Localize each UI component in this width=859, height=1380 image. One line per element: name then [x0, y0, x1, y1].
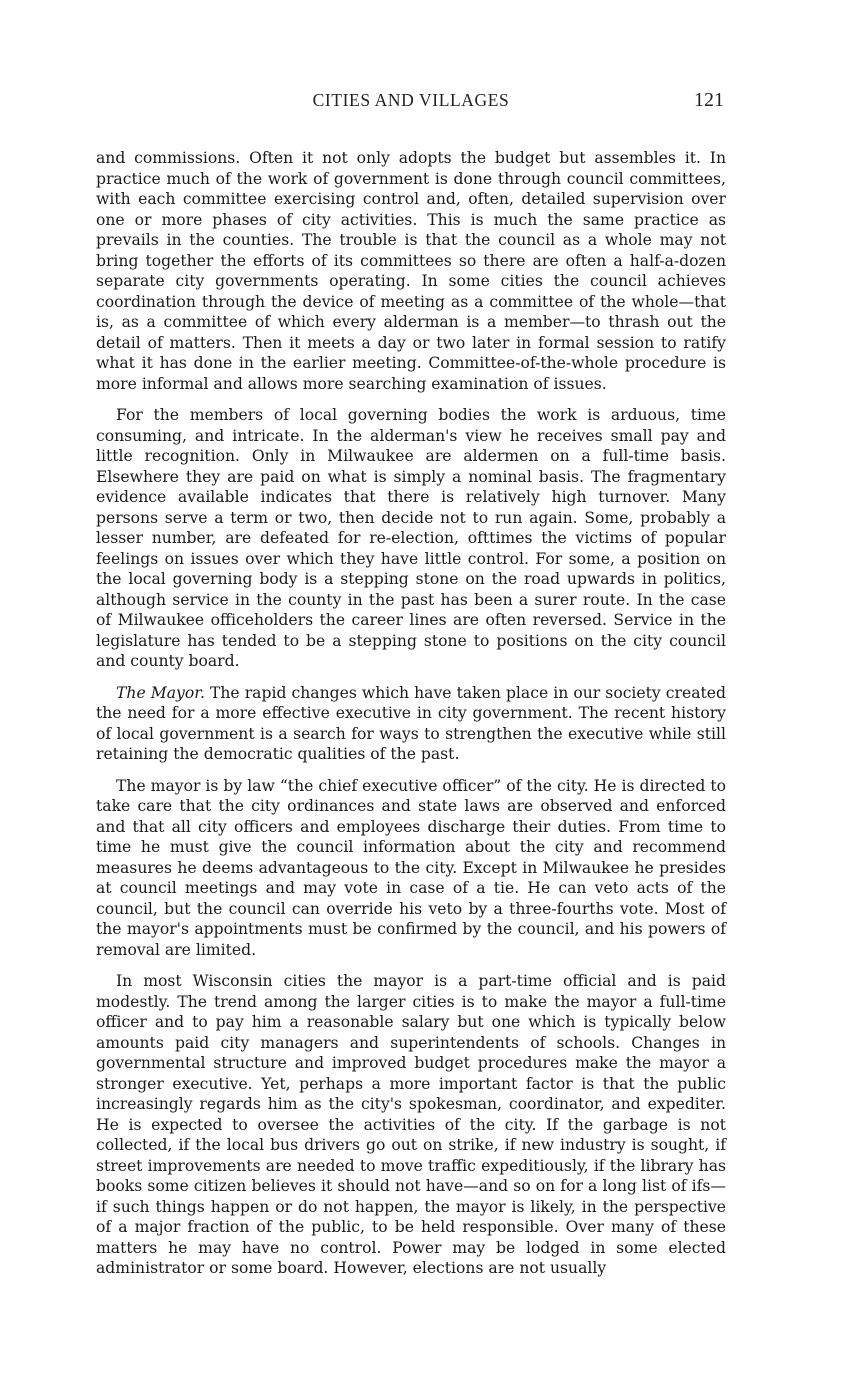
running-head — [96, 90, 726, 116]
paragraph-committees: and commissions. Often it not only adopts the budget but assembles it. In practice much of the work of government is done through council committees, with each committee exercising control and, often, detailed supervision over one or more phases of city activities. This is much the same practice as prevails in the counties. The trouble is that the council as a whole may not bring together the efforts of its committees so there are often a half-a-dozen separate city governments operating. In some cities the council achieves coordination through the device of meeting as a committee of the whole—that is, as a committee of which every alderman is a member—to thrash out the detail of matters. Then it meets a day or two later in formal session to ratify what it has done in the earlier meeting. Committee-of-the-whole procedure is more informal and allows more searching examination of issues. — [96, 149, 726, 393]
paragraph-governing-bodies: For the members of local governing bodies the work is arduous, time consuming, and intricate. In the alderman's view he receives small pay and little recognition. Only in Milwaukee are aldermen on a full-time basis. Elsewhere they are paid on what is simply a nominal basis. The fragmentary evidence available indicates that there is relatively high turnover. Many persons serve a term or two, then decide not to run again. Some, probably a lesser number, are defeated for re-election, ofttimes the victims of popular feelings on issues over which they have little control. For some, a position on the local governing body is a stepping stone on the road upwards in politics, although service in the county in the past has been a surer route. In the case of Milwaukee officeholders the career lines are often reversed. Service in the legislature has tended to be a stepping stone to positions on the city council and county board. — [96, 406, 726, 670]
page-number: 121 — [694, 89, 724, 111]
paragraph-part-time-official: In most Wisconsin cities the mayor is a part-time official and is paid modestly. The trend among the larger cities is to make the mayor a full-time officer and to pay him a reasonable salary but one which is typically below amounts paid city managers and superintendents of schools. Changes in governmental structure and improved budget procedures make the mayor a stronger executive. Yet, perhaps a more important factor is that the public increasingly regards him as the city's spokesman, coordinator, and expediter. He is expected to oversee the activities of the city. If the garbage is not collected, if the local bus drivers go out on strike, if new industry is sought, if street improvements are needed to move traffic expeditiously, if the library has books some citizen believes it should not have—and so on for a long list of ifs—if such things happen or do not happen, the mayor is likely, in the perspective of a major fraction of the public, to be held responsible. Over many of these matters he may have no control. Power may be lodged in some elected administrator or some board. However, elections are not usually — [96, 972, 726, 1277]
paragraph-the-mayor — [96, 683, 726, 765]
paragraph-the-mayor-text: The rapid changes which have taken place in our society created the need for a more effective executive in city government. The recent history of local government is a search for ways to strengthen the executive while still retaining the democratic qualities of the past. — [96, 683, 726, 763]
running-title: CITIES AND VILLAGES — [312, 90, 510, 110]
section-lead-in: The Mayor. — [116, 683, 205, 702]
paragraph-chief-executive: The mayor is by law “the chief executive officer” of the city. He is directed to take care that the city ordinances and state laws are observed and enforced and that all city officers and employees discharge their duties. From time to time he must give the council information about the city and recommend measures he deems advantageous to the city. Except in Milwaukee he presides at council meetings and may vote in case of a tie. He can veto acts of the council, but the council can override his veto by a three-fourths vote. Most of the mayor's appointments must be confirmed by the council, and his powers of removal are limited. — [96, 776, 726, 959]
body-text — [96, 148, 726, 1290]
